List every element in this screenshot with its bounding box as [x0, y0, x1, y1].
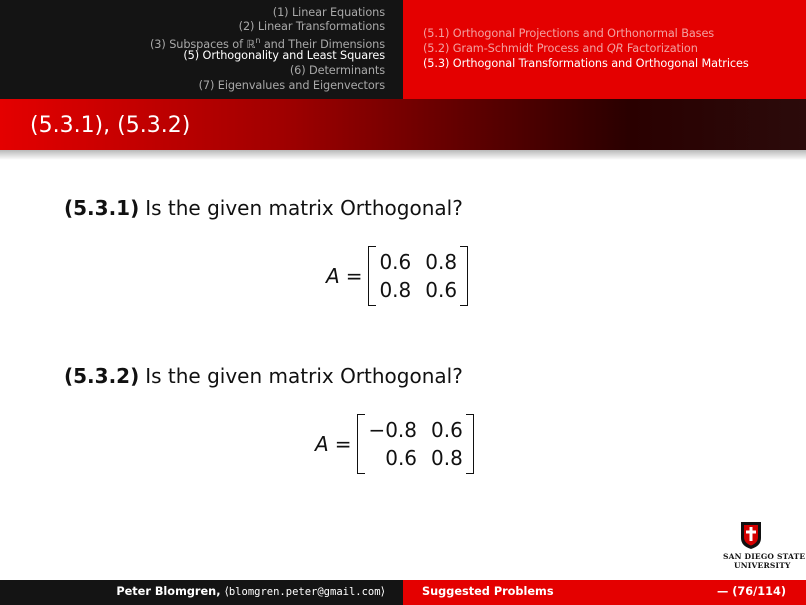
matrix-cell: 0.8 [425, 250, 458, 274]
sdsu-shield-icon [736, 520, 766, 550]
matrix-cell: 0.6 [425, 278, 458, 302]
problem-heading-1 [64, 196, 463, 220]
matrix-1 [376, 251, 460, 301]
subsection-nav-item-5-2[interactable]: (5.2) Gram-Schmidt Process and QR Factorization [423, 42, 698, 55]
frame-title: (5.3.1), (5.3.2) [30, 113, 191, 138]
subsection-nav-item-5-3[interactable]: (5.3) Orthogonal Transformations and Orthogonal Matrices [423, 57, 749, 70]
footer-email: blomgren.peter@gmail.com [228, 586, 381, 598]
logo-text-line-2: UNIVERSITY [734, 561, 791, 570]
matrix-cell: 0.8 [379, 278, 412, 302]
equals-sign: = [334, 432, 352, 456]
problem-text: Is the given matrix Orthogonal? [145, 364, 463, 388]
section-nav-item-2[interactable]: (2) Linear Transformations [238, 20, 385, 33]
subsection-nav-item-5-1[interactable]: (5.1) Orthogonal Projections and Orthonormal Bases [423, 27, 715, 40]
matrix-equation-2 [315, 414, 474, 474]
right-bracket [460, 246, 468, 306]
problem-number: (5.3.1) [64, 196, 140, 220]
footer-page-number: — (76/114) [717, 585, 786, 598]
section-nav-item-1[interactable]: (1) Linear Equations [272, 6, 385, 19]
matrix-equation-1 [326, 246, 468, 306]
problem-heading-2 [64, 364, 463, 388]
matrix-cell: −0.8 [368, 418, 418, 442]
left-bracket [357, 414, 365, 474]
matrix-cell: 0.6 [431, 418, 463, 442]
logo-text-line-1: SAN DIEGO STATE [723, 552, 806, 561]
section-nav-item-7[interactable]: (7) Eigenvalues and Eigenvectors [198, 79, 385, 92]
equals-sign: = [345, 264, 363, 288]
subsection-nav-panel [403, 0, 806, 99]
matrix-cell: 0.6 [379, 250, 412, 274]
footer-author: Peter Blomgren, ⟨blomgren.peter@gmail.com⟩ [116, 585, 385, 598]
matrix-2 [365, 419, 465, 469]
matrix-variable: A [315, 432, 329, 456]
footer-section-title: Suggested Problems [422, 585, 554, 598]
left-bracket [368, 246, 376, 306]
title-bar-shadow [0, 150, 806, 160]
right-bracket [466, 414, 474, 474]
matrix-cell: 0.8 [431, 446, 463, 470]
section-nav-panel [0, 0, 403, 99]
problem-number: (5.3.2) [64, 364, 140, 388]
matrix-variable: A [326, 264, 340, 288]
problem-text: Is the given matrix Orthogonal? [145, 196, 463, 220]
matrix-cell: 0.6 [385, 446, 418, 470]
university-logo [723, 520, 806, 570]
section-nav-item-3[interactable]: (3) Subspaces of ℝ$^n$ and Their Dimensions [150, 36, 385, 51]
section-nav-item-6[interactable]: (6) Determinants [289, 64, 385, 77]
section-nav-item-5[interactable]: (5) Orthogonality and Least Squares [183, 49, 385, 62]
